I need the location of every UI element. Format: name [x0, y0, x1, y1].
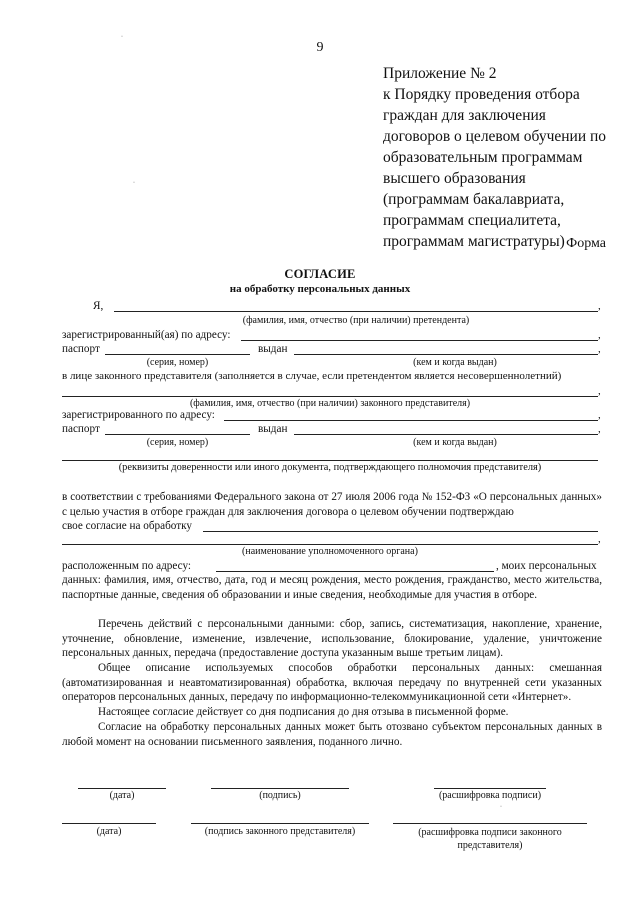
comma: ,	[598, 329, 601, 341]
power-of-attorney-field[interactable]	[62, 460, 598, 461]
rep-address-field[interactable]	[224, 420, 598, 421]
document-title: СОГЛАСИЕ	[284, 267, 356, 281]
passport-number-field[interactable]	[105, 354, 250, 355]
methods-paragraph: Общее описание используемых способов обработки персональных данных: смешанная (автоматизированная и неавтоматизированная) обработка, включая передачу по внутренней сети указанных операторов персональных данных, передачу по информационно-телекоммуникационной сети «Интернет».	[62, 662, 602, 704]
signature-field[interactable]	[211, 788, 349, 789]
power-of-attorney-caption: (реквизиты доверенности или иного документа, подтверждающего полномочия представителя)	[118, 462, 542, 473]
legal-rep-line: в лице законного представителя (заполняется в случае, если претендентом является несовершеннолетний)	[62, 370, 562, 382]
passport-issued-field[interactable]	[294, 354, 598, 355]
appendix-line: договоров о целевом обучении по	[383, 128, 607, 145]
document-subtitle: на обработку персональных данных	[229, 283, 411, 295]
appendix-line: Приложение № 2	[383, 65, 497, 82]
issued-label: выдан	[258, 343, 288, 355]
applicant-name-caption: (фамилия, имя, отчество (при наличии) претендента)	[242, 315, 470, 326]
series2-caption: (серия, номер)	[146, 437, 209, 448]
data-list-paragraph: данных: фамилия, имя, отчество, дата, год и месяц рождения, место рождения, гражданство, место жительства, паспортные данные, сведения об образовании и иные сведения, необходимые для участия в отборе.	[62, 574, 602, 601]
org-name-field[interactable]	[62, 544, 598, 545]
appendix-line: образовательным программам	[383, 149, 583, 166]
rep-name-caption: (фамилия, имя, отчество (при наличии) законного представителя)	[189, 398, 471, 409]
issued2-caption: (кем и когда выдан)	[413, 437, 497, 448]
scan-speck: ·	[133, 180, 135, 186]
scan-speck: ·	[500, 804, 502, 810]
appendix-line: к Порядку проведения отбора	[383, 86, 580, 103]
scan-speck: ·	[121, 34, 123, 40]
passport-label: паспорт	[62, 343, 100, 355]
consent-label: свое согласие на обработку	[62, 520, 192, 532]
comma: ,	[598, 533, 601, 545]
passport2-label: паспорт	[62, 423, 100, 435]
rep-date-field[interactable]	[62, 823, 156, 824]
date-caption: (дата)	[109, 790, 135, 801]
located-label: расположенным по адресу:	[62, 560, 192, 572]
comma: ,	[598, 343, 601, 355]
rep-passport-number-field[interactable]	[105, 434, 250, 435]
rep-signature-caption: (подпись законного представителя)	[204, 826, 356, 837]
series-caption: (серия, номер)	[146, 357, 209, 368]
rep-signature-decoding-caption: (расшифровка подписи законного представителя)	[418, 827, 562, 851]
signature-caption: (подпись)	[259, 790, 301, 801]
issued2-label: выдан	[258, 423, 288, 435]
comma: ,	[598, 300, 601, 312]
rep-name-field[interactable]	[62, 396, 598, 397]
issued-caption: (кем и когда выдан)	[413, 357, 497, 368]
validity-paragraph: Настоящее согласие действует со дня подписания до дня отзыва в письменной форме.	[98, 706, 509, 718]
comma: ,	[598, 385, 601, 397]
comma: ,	[598, 423, 601, 435]
date-field[interactable]	[78, 788, 166, 789]
registered-label: зарегистрированный(ая) по адресу:	[62, 329, 231, 341]
rep-signature-decoding-field[interactable]	[393, 823, 587, 824]
applicant-name-field[interactable]	[114, 311, 598, 312]
appendix-line: (программам бакалавриата,	[383, 191, 565, 208]
consent-org-field[interactable]	[203, 531, 598, 532]
i-label: Я,	[93, 300, 104, 312]
page-number: 9	[316, 40, 324, 55]
signature-decoding-field[interactable]	[434, 788, 546, 789]
rep-signature-field[interactable]	[191, 823, 369, 824]
rep-passport-issued-field[interactable]	[294, 434, 598, 435]
form-label: Форма	[566, 236, 606, 251]
rep-date-caption: (дата)	[96, 826, 122, 837]
comma: ,	[598, 409, 601, 421]
rep-registered-label: зарегистрированного по адресу:	[62, 409, 215, 421]
revocation-paragraph: Согласие на обработку персональных данных может быть отозвано субъектом персональных данных в любой момент на основании письменного заявления, поданного лично.	[62, 721, 602, 748]
accordance-paragraph: в соответствии с требованиями Федерального закона от 27 июля 2006 года № 152-ФЗ «О персональных данных» с целью участия в отборе граждан для заключения договора о целевом обучении подтверждаю	[62, 491, 602, 518]
appendix-line: высшего образования	[383, 170, 526, 187]
applicant-address-field[interactable]	[241, 340, 598, 341]
appendix-line: программам специалитета,	[383, 212, 561, 229]
org-caption: (наименование уполномоченного органа)	[242, 546, 418, 557]
appendix-line: граждан для заключения	[383, 107, 546, 124]
org-address-field[interactable]	[216, 571, 494, 572]
appendix-line: программам магистратуры)	[383, 233, 565, 250]
located-tail: , моих персональных	[496, 560, 597, 572]
actions-paragraph: Перечень действий с персональными данными: сбор, запись, систематизация, накопление, хранение, уточнение, обновление, изменение, извлечение, использование, блокирование, удаление, уничтожение персональных данных, передача (предоставление доступа указанным выше третьим лицам).	[62, 618, 602, 660]
signature-decoding-caption: (расшифровка подписи)	[438, 790, 542, 801]
